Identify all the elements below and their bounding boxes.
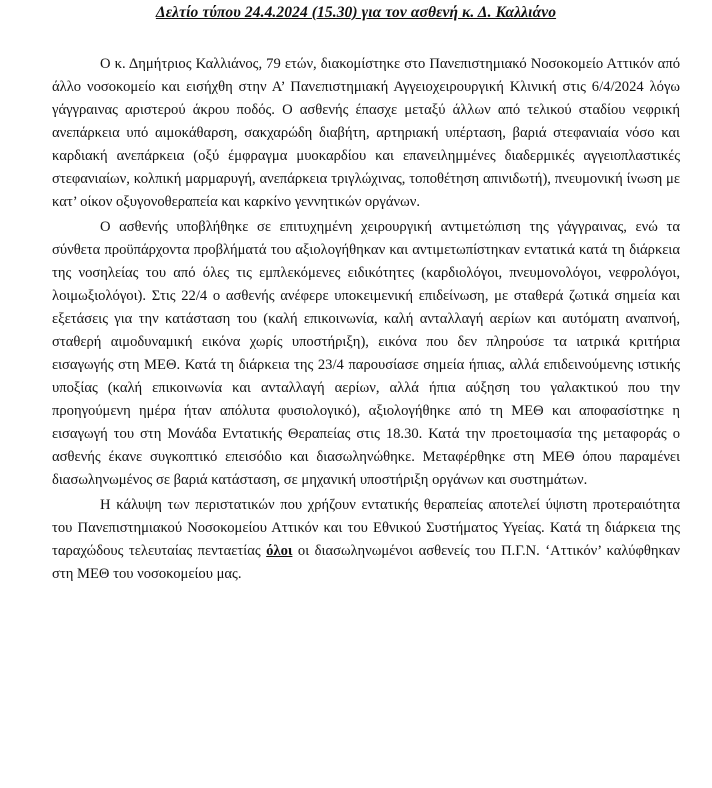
paragraph-icu-coverage bbox=[52, 494, 680, 586]
press-release-title: Δελτίο τύπου 24.4.2024 (15.30) για τον ασθενή κ. Δ. Καλλιάνο bbox=[155, 4, 557, 21]
paragraph-patient-history: Ο κ. Δημήτριος Καλλιάνος, 79 ετών, διακομίστηκε στο Πανεπιστημιακό Νοσοκομείο Αττικόν από άλλο νοσοκομείο και εισήχθη στην Α’ Πανεπιστημιακή Αγγειοχειρουργική Κλινική στις 6/4/2024 λόγω γάγγραινας αριστερού άκρου ποδός. Ο ασθενής έπασχε μεταξύ άλλων από τελικού σταδίου νεφρική ανεπάρκεια υπό αιμοκάθαρση, σακχαρώδη διαβήτη, αρτηριακή υπέρταση, βαριά στεφανιαία νόσο και καρδιακή ανεπάρκεια (οξύ έμφραγμα μυοκαρδίου και επανειλημμένες διαδερμικές αγγειοπλαστικές στεφανιαίων, κολπική μαρμαρυγή, ανεπάρκεια τριγλώχινας, τοποθέτηση απινιδωτή), πνευμονική ίνωση με κατ’ οίκον οξυγονοθεραπεία και καρκίνο γεννητικών οργάνων. bbox=[52, 56, 680, 210]
icu-text-before: Η κάλυψη των περιστατικών που χρήζουν εντατικής θεραπείας αποτελεί ύψιστη προτεραιότητα του Πανεπιστημιακού Νοσοκομείου Αττικόν και του Εθνικού Συστήματος Υγείας. Κατά τη διάρκεια της ταραχώδους τελευταίας πενταετίας bbox=[52, 497, 680, 559]
document-body bbox=[52, 53, 680, 586]
icu-text-after: οι διασωληνωμένοι ασθενείς του Π.Γ.Ν. ‘Αττικόν’ καλύφθηκαν στη ΜΕΘ του νοσοκομείου μας. bbox=[52, 543, 680, 582]
paragraph-treatment-course: Ο ασθενής υποβλήθηκε σε επιτυχημένη χειρουργική αντιμετώπιση της γάγγραινας, ενώ τα σύνθετα προϋπάρχοντα προβλήματά του αξιολογήθηκαν και αντιμετωπίστηκαν εντατικά κατά τη διάρκεια της νοσηλείας του από όλες τις εμπλεκόμενες ειδικότητες (καρδιολόγοι, πνευμονολόγοι, νεφρολόγοι, λοιμωξιολόγοι). Στις 22/4 ο ασθενής ανέφερε υποκειμενική επιδείνωση, με σταθερά ζωτικά σημεία και εξετάσεις για την κατάσταση του (καλή επικοινωνία, καλή ανταλλαγή αερίων και αυτόματη αναπνοή, σταθερή αιμοδυναμική εικόνα χωρίς υποστήριξη), εικόνα που δεν πληρούσε τα ιατρικά κριτήρια εισαγωγής στη ΜΕΘ. Κατά τη διάρκεια της 23/4 παρουσίασε σημεία ήπιας, αλλά επιδεινούμενης ιστικής υποξίας (καλή επικοινωνία και ανταλλαγή αερίων, αλλά ήπια αύξηση του γαλακτικού που την προηγούμενη ημέρα ήταν απόλυτα φυσιολογικό), αξιολογήθηκε από τη ΜΕΘ και αποφασίστηκε η εισαγωγή του στη Μονάδα Εντατικής Θεραπείας στις 18.30. Κατά την προετοιμασία της μεταφοράς ο ασθενής έκανε συγκοπτικό επεισόδιο και διασωληνώθηκε. Μεταφέρθηκε στη ΜΕΘ όπου παραμένει διασωληνωμένος σε βαριά κατάσταση, σε μηχανική υποστήριξη οργάνων και συστημάτων. bbox=[52, 219, 680, 488]
emphasis-all: όλοι bbox=[266, 543, 293, 559]
